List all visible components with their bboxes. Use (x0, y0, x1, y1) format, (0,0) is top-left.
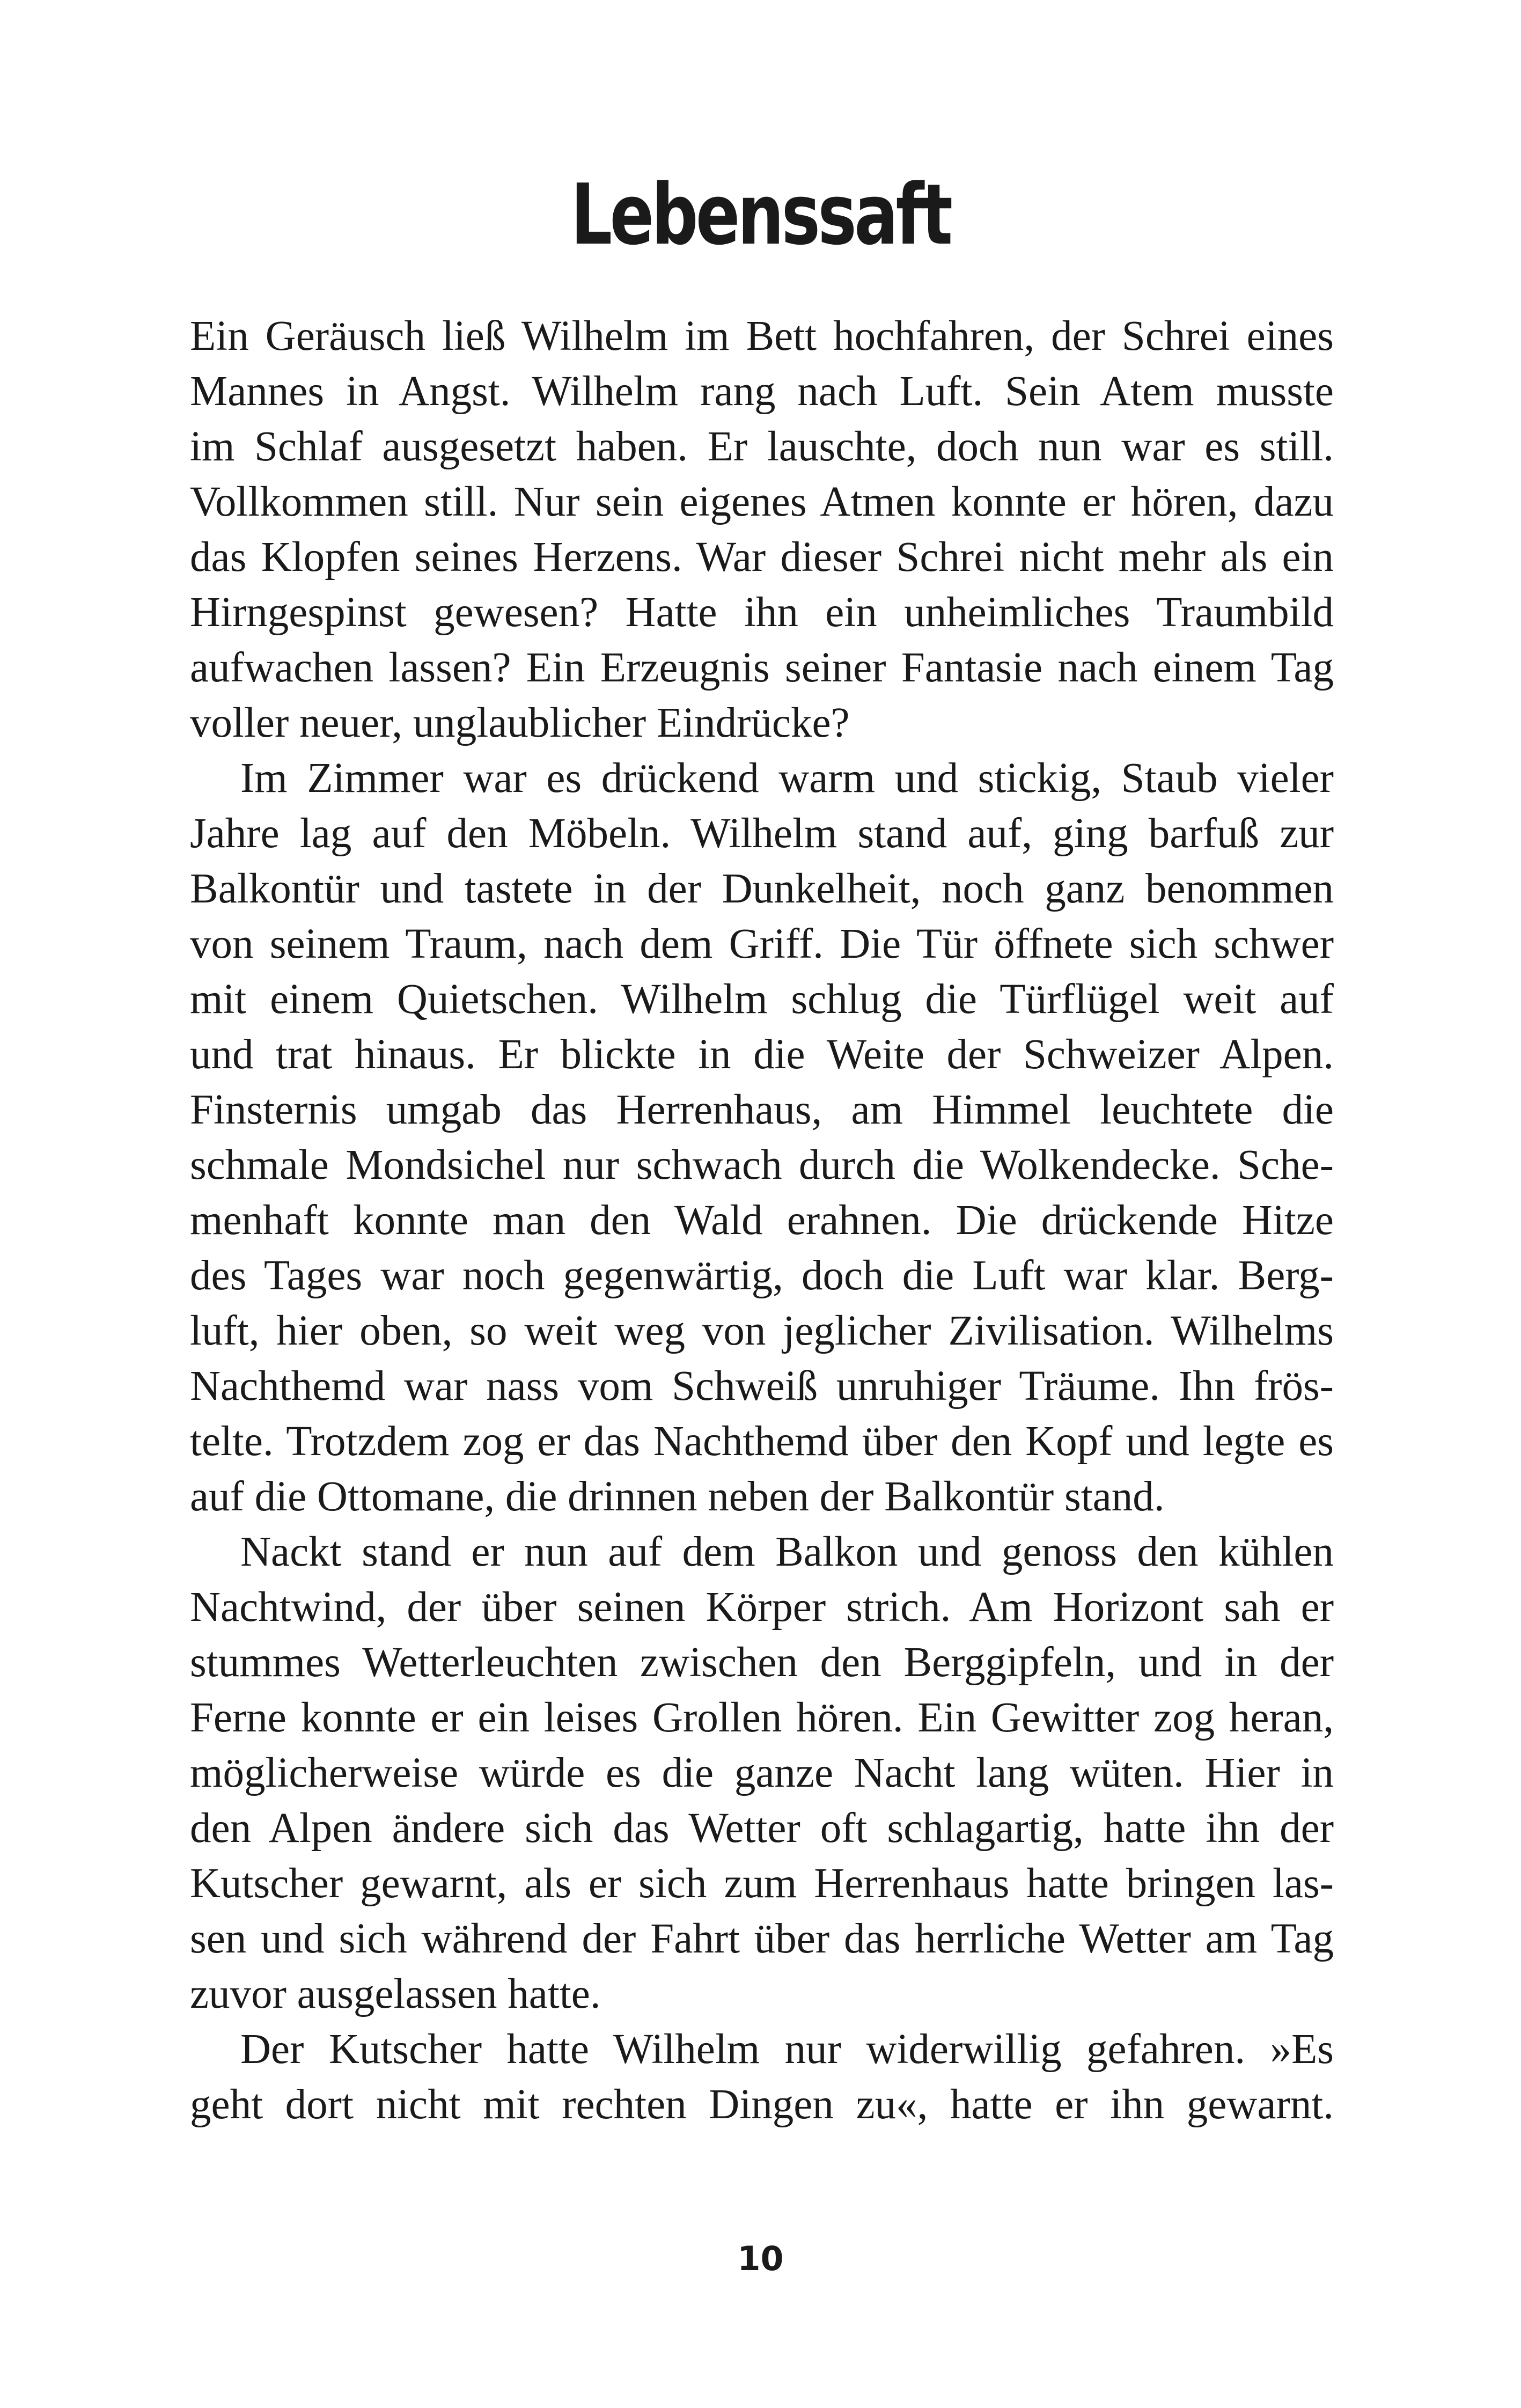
page-number: 10 (737, 2239, 784, 2278)
text-line: Ferne konnte er ein leises Grollen hören. Ein Gewitter zog heran, (190, 1694, 1334, 1741)
paragraph (190, 2022, 1334, 2132)
text-line: Kutscher gewarnt, als er sich zum Herrenhaus hatte bringen las- (190, 1860, 1334, 1907)
text-line: stummes Wetterleuchten zwischen den Berggipfeln, und in der (190, 1639, 1334, 1686)
text-line: Der Kutscher hatte Wilhelm nur widerwillig gefahren. »Es (240, 2026, 1334, 2073)
text-line: auf die Ottomane, die drinnen neben der Balkontür stand. (190, 1473, 1165, 1520)
chapter-title: Lebenssaft (570, 166, 951, 263)
text-line: des Tages war noch gegenwärtig, doch die Luft war klar. Berg- (190, 1252, 1334, 1299)
text-line: Hirngespinst gewesen? Hatte ihn ein unheimliches Traumbild (190, 589, 1334, 636)
text-line: aufwachen lassen? Ein Erzeugnis seiner Fantasie nach einem Tag (190, 644, 1334, 691)
text-line: Jahre lag auf den Möbeln. Wilhelm stand auf, ging barfuß zur (190, 810, 1334, 857)
text-line: Vollkommen still. Nur sein eigenes Atmen konnte er hören, dazu (190, 479, 1334, 525)
text-line: Balkontür und tastete in der Dunkelheit, noch ganz benommen (190, 865, 1334, 912)
text-line: Im Zimmer war es drückend warm und stickig, Staub vieler (240, 755, 1334, 802)
paragraph (190, 1524, 1334, 2022)
paragraph (190, 751, 1334, 1524)
text-line: möglicherweise würde es die ganze Nacht lang wüten. Hier in (190, 1750, 1334, 1796)
text-line: Mannes in Angst. Wilhelm rang nach Luft. Sein Atem musste (190, 368, 1334, 415)
text-line: menhaft konnte man den Wald erahnen. Die drückende Hitze (190, 1197, 1334, 1244)
text-line: voller neuer, unglaublicher Eindrücke? (190, 700, 850, 746)
text-line: mit einem Quietschen. Wilhelm schlug die Türflügel weit auf (190, 976, 1334, 1023)
text-line: Finsternis umgab das Herrenhaus, am Himmel leuchtete die (190, 1086, 1334, 1133)
text-line: sen und sich während der Fahrt über das herrliche Wetter am Tag (190, 1915, 1334, 1962)
text-line: den Alpen ändere sich das Wetter oft schlagartig, hatte ihn der (190, 1805, 1334, 1852)
text-line: Nachtwind, der über seinen Körper strich. Am Horizont sah er (190, 1584, 1334, 1631)
text-line: zuvor ausgelassen hatte. (190, 1971, 601, 2017)
text-line: luft, hier oben, so weit weg von jeglicher Zivilisation. Wilhelms (190, 1308, 1334, 1354)
text-line: telte. Trotzdem zog er das Nachthemd über den Kopf und legte es (190, 1418, 1334, 1465)
text-line: geht dort nicht mit rechten Dingen zu«, hatte er ihn gewarnt. (190, 2081, 1334, 2128)
body-text (190, 309, 1334, 2132)
text-line: im Schlaf ausgesetzt haben. Er lauschte, doch nun war es still. (190, 423, 1334, 470)
text-line: Ein Geräusch ließ Wilhelm im Bett hochfahren, der Schrei eines (190, 313, 1334, 359)
text-line: Nackt stand er nun auf dem Balkon und genoss den kühlen (240, 1529, 1334, 1575)
text-line: Nachthemd war nass vom Schweiß unruhiger Träume. Ihn frös- (190, 1363, 1334, 1409)
paragraph (190, 309, 1334, 751)
text-line: das Klopfen seines Herzens. War dieser Schrei nicht mehr als ein (190, 534, 1334, 581)
text-line: schmale Mondsichel nur schwach durch die Wolkendecke. Sche- (190, 1142, 1334, 1188)
text-line: und trat hinaus. Er blickte in die Weite der Schweizer Alpen. (190, 1031, 1334, 1078)
text-line: von seinem Traum, nach dem Griff. Die Tür öffnete sich schwer (190, 921, 1334, 967)
